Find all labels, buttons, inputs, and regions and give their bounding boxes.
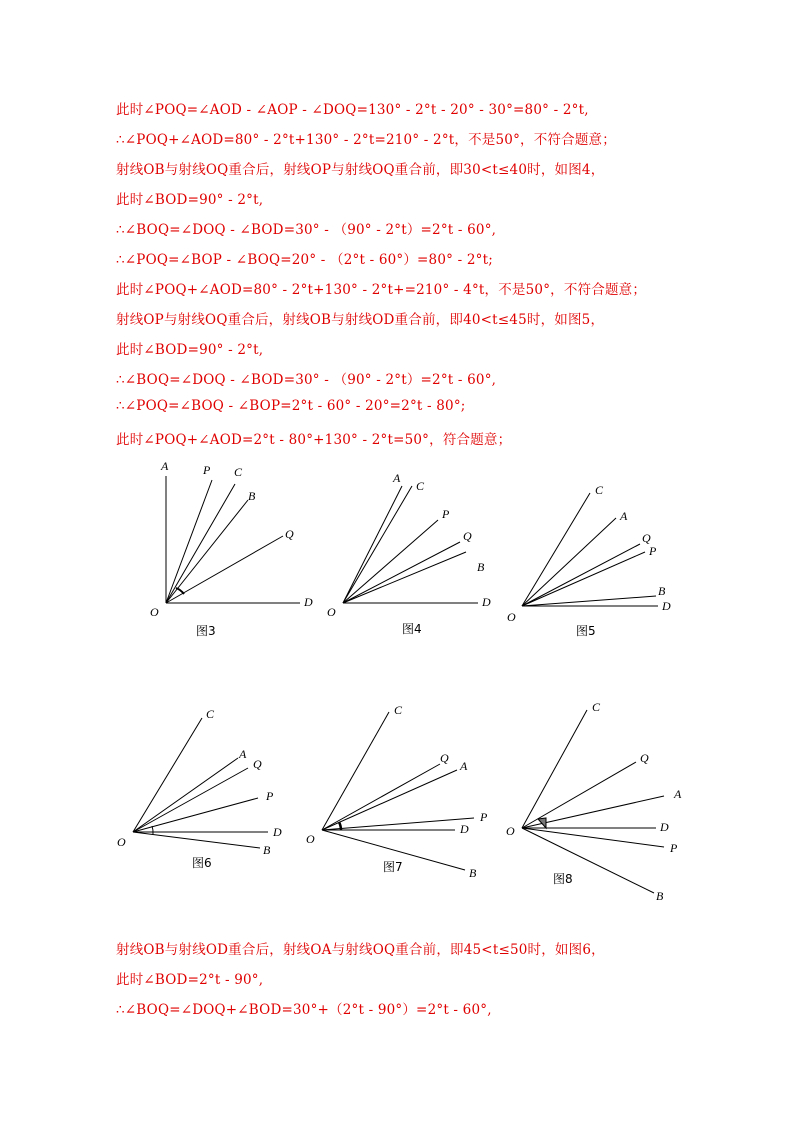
figure-3-caption: 图3: [196, 624, 216, 638]
label-Q: Q: [642, 531, 651, 545]
label-D: D: [662, 599, 671, 613]
label-O: O: [507, 610, 516, 624]
text-line: ∴∠POQ+∠AOD=80° - 2°t+130° - 2°t=210° - 2°t，不是50°，不符合题意；: [116, 132, 616, 148]
text-line: ∴∠BOQ=∠DOQ+∠BOD=30°+（2°t - 90°）=2°t - 60°,: [116, 1002, 492, 1018]
label-D: D: [273, 825, 282, 839]
label-P: P: [442, 507, 450, 521]
label-C: C: [234, 465, 243, 479]
label-A: A: [460, 759, 468, 773]
text-line: 射线OB与射线OQ重合后，射线OP与射线OQ重合前，即30<t≤40时，如图4，: [116, 162, 605, 178]
label-A: A: [393, 471, 401, 485]
label-A: A: [161, 459, 169, 473]
text-line: ∴∠BOQ=∠DOQ - ∠BOD=30° - （90° - 2°t）=2°t - 60°,: [116, 372, 497, 388]
label-C: C: [592, 700, 601, 714]
label-B: B: [248, 489, 256, 503]
label-C: C: [394, 703, 403, 717]
label-P: P: [670, 841, 678, 855]
text-line: 此时∠POQ+∠AOD=2°t - 80°+130° - 2°t=50°，符合题意；: [116, 432, 512, 448]
figure-5-caption: 图5: [576, 624, 596, 638]
text-line: ∴∠BOQ=∠DOQ - ∠BOD=30° - （90° - 2°t）=2°t - 60°,: [116, 222, 497, 238]
text-line: 射线OP与射线OQ重合后，射线OB与射线OD重合前，即40<t≤45时，如图5，: [116, 312, 605, 328]
label-B: B: [656, 889, 664, 903]
label-B: B: [263, 843, 271, 857]
label-O: O: [506, 824, 515, 838]
label-O: O: [117, 835, 126, 849]
label-O: O: [150, 605, 159, 619]
label-A: A: [620, 509, 628, 523]
label-O: O: [327, 605, 336, 619]
label-B: B: [658, 584, 666, 598]
text-line: 此时∠BOD=2°t - 90°,: [116, 972, 264, 988]
text-line: 此时∠POQ=∠AOD - ∠AOP - ∠DOQ=130° - 2°t - 20° - 30°=80° - 2°t,: [116, 102, 589, 118]
label-P: P: [480, 810, 488, 824]
label-P: P: [649, 544, 657, 558]
label-O: O: [306, 832, 315, 846]
figure-4-caption: 图4: [402, 622, 422, 636]
label-C: C: [595, 483, 604, 497]
label-A: A: [674, 787, 682, 801]
label-C: C: [206, 707, 215, 721]
text-line: ∴∠POQ=∠BOP - ∠BOQ=20° - （2°t - 60°）=80° - 2°t;: [116, 252, 493, 268]
label-P: P: [203, 463, 211, 477]
figure-8-caption: 图8: [553, 872, 573, 886]
figure-7-caption: 图7: [383, 860, 403, 874]
text-line: 射线OB与射线OD重合后，射线OA与射线OQ重合前，即45<t≤50时，如图6，: [116, 942, 605, 958]
label-Q: Q: [640, 751, 649, 765]
text-line: 此时∠POQ+∠AOD=80° - 2°t+130° - 2°t+=210° - 4°t，不是50°，不符合题意；: [116, 282, 647, 298]
label-D: D: [482, 595, 491, 609]
label-Q: Q: [440, 751, 449, 765]
label-D: D: [460, 822, 469, 836]
label-A: A: [239, 747, 247, 761]
label-Q: Q: [285, 527, 294, 541]
figure-6-caption: 图6: [192, 856, 212, 870]
label-C: C: [416, 479, 425, 493]
label-D: D: [660, 820, 669, 834]
label-B: B: [477, 560, 485, 574]
text-line: ∴∠POQ=∠BOQ - ∠BOP=2°t - 60° - 20°=2°t - 80°;: [116, 398, 466, 414]
label-P: P: [266, 789, 274, 803]
label-D: D: [304, 595, 313, 609]
label-Q: Q: [463, 529, 472, 543]
label-Q: Q: [253, 757, 262, 771]
text-line: 此时∠BOD=90° - 2°t,: [116, 192, 264, 208]
label-B: B: [469, 866, 477, 880]
text-line: 此时∠BOD=90° - 2°t,: [116, 342, 264, 358]
